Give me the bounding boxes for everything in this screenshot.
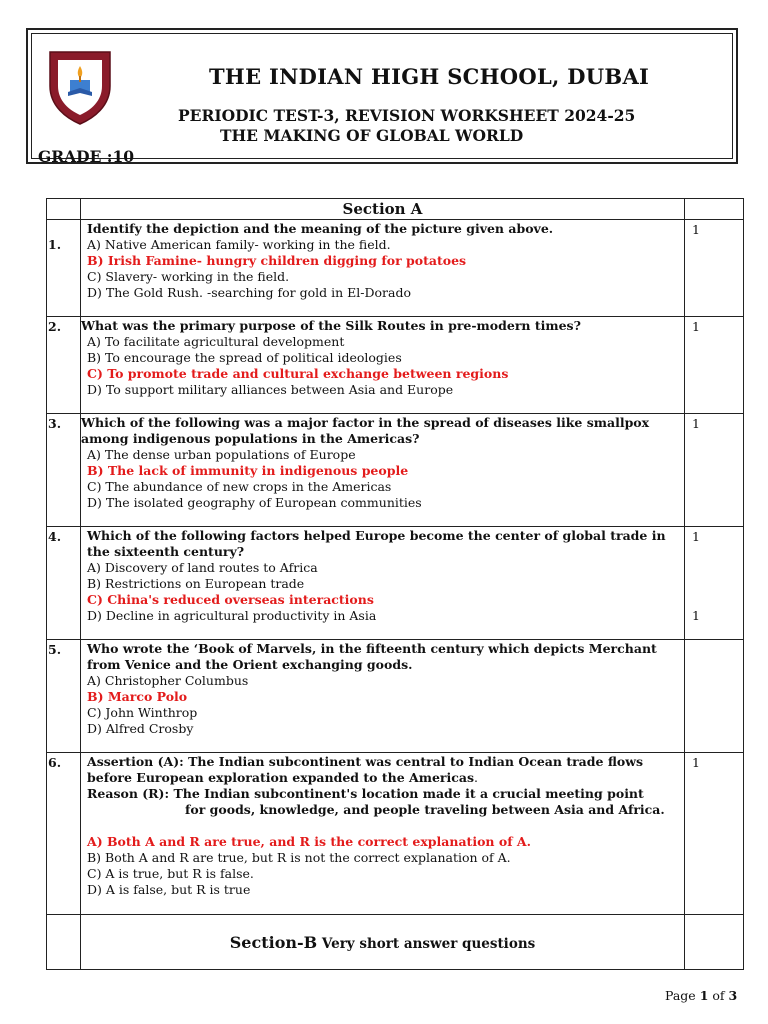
school-name: THE INDIAN HIGH SCHOOL, DUBAI bbox=[209, 64, 650, 89]
question-row-2 bbox=[47, 317, 744, 414]
school-logo bbox=[44, 46, 116, 126]
section-b-title: Section-B bbox=[229, 932, 318, 952]
option-d: D) To support military alliances between Asia and Europe bbox=[87, 382, 454, 397]
marks-extra: 1 bbox=[692, 608, 700, 623]
page-footer bbox=[665, 988, 737, 1003]
option-a-correct: A) Both A and R are true, and R is the correct explanation of A. bbox=[87, 834, 531, 849]
marks: 1 bbox=[692, 529, 700, 544]
section-b-row bbox=[47, 915, 744, 970]
question-number: 4. bbox=[47, 527, 81, 640]
page-label: Page bbox=[665, 988, 700, 1003]
question-stem: Which of the following was a major factor in the spread of diseases like smallpox among indigenous populations in the Americas? bbox=[81, 415, 650, 446]
grade-label: GRADE :10 bbox=[38, 147, 135, 166]
option-d: D) A is false, but R is true bbox=[87, 882, 251, 897]
assertion-period: . bbox=[474, 770, 478, 785]
question-stem: Identify the depiction and the meaning of the picture given above. bbox=[87, 221, 554, 236]
assertion: Assertion (A): The Indian subcontinent was central to Indian Ocean trade flows before European exploration expanded to the Americas bbox=[87, 754, 644, 785]
page-total: 3 bbox=[728, 988, 738, 1003]
option-a: A) Christopher Columbus bbox=[87, 673, 249, 688]
question-stem: Which of the following factors helped Europe become the center of global trade in the sixteenth century? bbox=[87, 528, 666, 559]
question-stem: Who wrote the ‘Book of Marvels, in the fifteenth century which depicts Merchant from Venice and the Orient exchanging goods. bbox=[87, 641, 657, 672]
subject-title: THE MAKING OF GLOBAL WORLD bbox=[220, 126, 524, 145]
option-c: C) John Winthrop bbox=[87, 705, 198, 720]
option-a: A) Native American family- working in the field. bbox=[87, 237, 391, 252]
test-name: PERIODIC TEST-3, REVISION WORKSHEET 2024-25 bbox=[178, 106, 636, 125]
question-row-6 bbox=[47, 753, 744, 915]
option-a: A) To facilitate agricultural development bbox=[87, 334, 345, 349]
question-row-3 bbox=[47, 414, 744, 527]
option-c-correct: C) China's reduced overseas interactions bbox=[87, 592, 374, 607]
option-c-correct: C) To promote trade and cultural exchange between regions bbox=[87, 366, 509, 381]
option-d: D) Decline in agricultural productivity in Asia bbox=[87, 608, 377, 623]
page-number: 1 bbox=[699, 988, 709, 1003]
section-a-title: Section A bbox=[81, 199, 685, 220]
option-b: B) To encourage the spread of political ideologies bbox=[87, 350, 402, 365]
option-c: C) Slavery- working in the field. bbox=[87, 269, 290, 284]
option-b-correct: B) The lack of immunity in indigenous people bbox=[87, 463, 409, 478]
option-b-correct: B) Irish Famine- hungry children digging for potatoes bbox=[87, 253, 467, 268]
option-d: D) Alfred Crosby bbox=[87, 721, 194, 736]
questions-table bbox=[46, 198, 744, 970]
question-number: 6. bbox=[47, 753, 81, 915]
question-number: 2. bbox=[47, 317, 81, 414]
question-stem: What was the primary purpose of the Silk Routes in pre-modern times? bbox=[81, 318, 581, 333]
question-number: 3. bbox=[47, 414, 81, 527]
marks: 1 bbox=[685, 414, 744, 527]
reason: Reason (R): The Indian subcontinent's location made it a crucial meeting point bbox=[87, 786, 644, 801]
option-d: D) The isolated geography of European communities bbox=[87, 495, 422, 510]
question-number: 1. bbox=[47, 220, 81, 317]
marks bbox=[685, 640, 744, 753]
header-inner-border bbox=[31, 33, 733, 166]
option-b-correct: B) Marco Polo bbox=[87, 689, 188, 704]
marks: 1 bbox=[685, 317, 744, 414]
marks: 1 bbox=[685, 753, 744, 915]
option-b: B) Restrictions on European trade bbox=[87, 576, 305, 591]
question-row-5 bbox=[47, 640, 744, 753]
option-b: B) Both A and R are true, but R is not the correct explanation of A. bbox=[87, 850, 511, 865]
option-c: C) The abundance of new crops in the Americas bbox=[87, 479, 392, 494]
of-label: of bbox=[708, 988, 729, 1003]
option-a: A) The dense urban populations of Europe bbox=[87, 447, 356, 462]
option-d: D) The Gold Rush. -searching for gold in El-Dorado bbox=[87, 285, 411, 300]
question-row-4 bbox=[47, 527, 744, 640]
question-number: 5. bbox=[47, 640, 81, 753]
reason-continuation: for goods, knowledge, and people traveling between Asia and Africa. bbox=[185, 802, 665, 817]
section-a-header-row bbox=[47, 199, 744, 220]
section-b-subtitle: Very short answer questions bbox=[317, 935, 536, 952]
question-row-1 bbox=[47, 220, 744, 317]
option-c: C) A is true, but R is false. bbox=[87, 866, 254, 881]
option-a: A) Discovery of land routes to Africa bbox=[87, 560, 318, 575]
header-box bbox=[26, 28, 738, 164]
marks: 1 bbox=[685, 220, 744, 317]
